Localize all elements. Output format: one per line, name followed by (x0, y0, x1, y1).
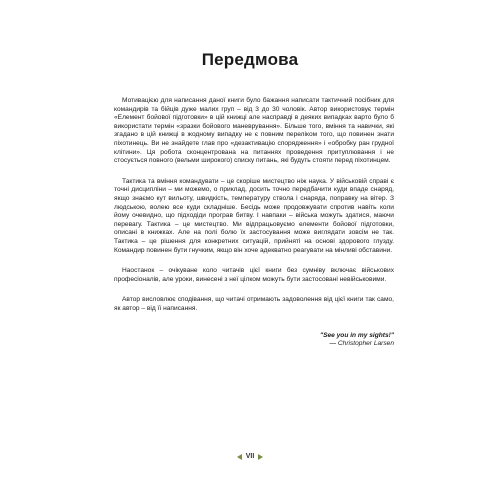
page-footer (0, 453, 500, 460)
preface-body (114, 97, 394, 323)
quote-text: "See you in my sights!" (319, 332, 394, 339)
paragraph-2: Тактика та вміння командувати – це скоріше мистецтво ніж наука. У військовій справі є точні дисципліни – ми можемо, о приклад, досить точно передбачити куди впаде снаряд, якщо знаємо кут вильоту, швидкість, температуру ствола і снаряда, поправку на вітер. З людською, волею все куди складніше. Бесідь може продовжувати спротив навіть коли йому очевидно, що підходіди програв битву. І навпаки – військa можуть здатися, маючи перевагу. Тактика – це мистецтво. Ми відпрацьовуємо елементи бойової підготовки, описані в книжках. Але на полі болю їх застосування може виглядати зовсім не так. Тактика – це рішення для конкретних ситуацій, прийняті на основі здорового глузду. Командир повинен бути гнучким, якщо він хоче адекватно реагувати на мінливі обставини. (114, 177, 394, 254)
epigraph (114, 332, 394, 349)
quote-author: — Christopher Larsen (329, 340, 394, 348)
arrow-right-icon (258, 454, 263, 460)
paragraph-3: Наостанок – очікуване коло читачів цієї книги без сумніву включає військових професіоналів, але уроки, винесені з неї цілком можуть бути застосовані невійськовими. (114, 267, 394, 283)
arrow-left-icon (237, 454, 242, 460)
page-number: VII (245, 453, 255, 460)
paragraph-4: Автор висловлює сподівання, що читачі отримають задоволення від цієї книги так само, як автор – від її написання. (114, 296, 394, 312)
paragraph-1: Мотивацією для написання даної книги було бажання написати тактичний посібник для командирів та бійців дуже малих груп – від 3 до 30 чоловік. Автор використовує термін «Елемент бойової підготовки» в цій книжці але насправді в деяких випадках варто було б використати термін «зразки бойового маневрування». Більше того, вміння та навички, які згадано в цій книжці в жодному випадку не є повним переліком того, що повинен знати піхотинець. Ви не знайдете глав про «дезактивацію спорядження» і «обробку ран грудної клітини». Ця робота сконцентрована на питаннях проведення притуплювання і не стосується повного (вельми широкого) списку питань, які будуть стояти перед піхотинцем. (114, 97, 394, 165)
page-title: Передмова (201, 50, 299, 69)
